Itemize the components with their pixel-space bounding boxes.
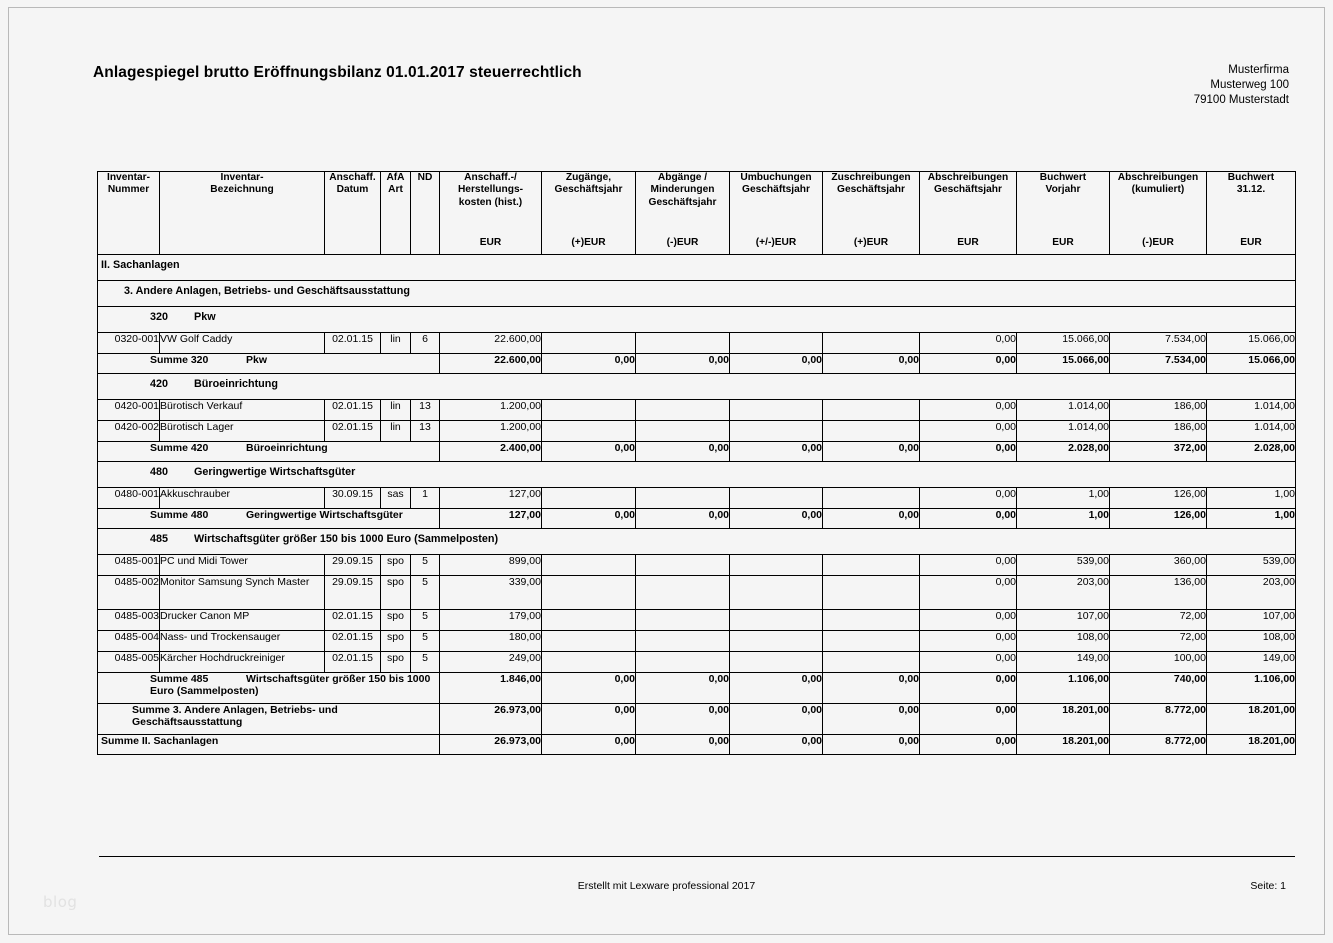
cell-writeups [823,631,920,652]
cell-transfers [730,400,823,421]
cell-depreciation: 0,00 [920,652,1017,673]
account-group-label [98,462,1296,488]
cell-afa-type: spo [381,631,411,652]
cell-sum-writeups: 0,00 [823,509,920,529]
cell-depreciation: 0,00 [920,421,1017,442]
cell-book-value-end: 149,00 [1207,652,1296,673]
sum-prefix: Summe 320 [150,354,209,366]
cell-book-value-prior: 203,00 [1017,576,1110,610]
table-row [98,652,1296,673]
cell-depreciation-cumulative: 72,00 [1110,631,1207,652]
asset-register-table [97,171,1296,755]
account-number: 485 [150,533,169,545]
table-sum-row [98,735,1296,755]
watermark: blog [43,893,78,911]
account-name: Büroeinrichtung [194,378,278,390]
cell-transfers [730,555,823,576]
cell-depreciation-cumulative: 186,00 [1110,421,1207,442]
cell-sum-acquisition-cost: 2.400,00 [440,442,542,462]
cell-sum-label [98,735,440,755]
cell-additions [542,488,636,509]
page-title: Anlagespiegel brutto Eröffnungsbilanz 01.01.2017 steuerrechtlich [93,64,582,81]
column-header-text: AfA Art [386,172,405,196]
cell-book-value-end: 108,00 [1207,631,1296,652]
cell-sum-transfers: 0,00 [730,354,823,374]
cell-sum-transfers: 0,00 [730,735,823,755]
column-header-11 [920,172,1017,255]
cell-sum-book-value-prior: 2.028,00 [1017,442,1110,462]
cell-sum-book-value-end: 1.106,00 [1207,673,1296,704]
cell-transfers [730,488,823,509]
sum-name: Büroeinrichtung [246,442,328,454]
section-header [98,255,1296,281]
cell-sum-label [98,704,440,735]
table-row [98,400,1296,421]
cell-sum-depreciation: 0,00 [920,354,1017,374]
account-group-header [98,462,1296,488]
cell-sum-depreciation: 0,00 [920,735,1017,755]
cell-depreciation: 0,00 [920,488,1017,509]
cell-sum-acquisition-cost: 1.846,00 [440,673,542,704]
cell-acquisition-cost: 180,00 [440,631,542,652]
cell-sum-additions: 0,00 [542,704,636,735]
sum-name: Wirtschaftsgüter größer 150 bis 1000 Euro (Sammelposten) [150,673,431,697]
cell-book-value-end: 1.014,00 [1207,421,1296,442]
cell-book-value-end: 539,00 [1207,555,1296,576]
cell-description: Bürotisch Lager [160,421,325,442]
cell-disposals [636,400,730,421]
cell-sum-transfers: 0,00 [730,704,823,735]
account-number: 480 [150,466,169,478]
cell-afa-type: sas [381,488,411,509]
cell-sum-depreciation: 0,00 [920,704,1017,735]
footer-divider [99,856,1295,857]
cell-useful-life: 13 [411,400,440,421]
cell-acquisition-cost: 22.600,00 [440,333,542,354]
cell-depreciation: 0,00 [920,333,1017,354]
cell-writeups [823,555,920,576]
cell-sum-writeups: 0,00 [823,735,920,755]
account-group-label [98,529,1296,555]
cell-inventory-number: 0485-005 [98,652,160,673]
cell-sum-book-value-prior: 18.201,00 [1017,735,1110,755]
cell-disposals [636,652,730,673]
column-header-12 [1017,172,1110,255]
cell-afa-type: spo [381,555,411,576]
cell-useful-life: 5 [411,576,440,610]
cell-inventory-number: 0420-001 [98,400,160,421]
cell-description: Drucker Canon MP [160,610,325,631]
table-sum-row [98,673,1296,704]
cell-sum-additions: 0,00 [542,354,636,374]
cell-description: Akkuschrauber [160,488,325,509]
column-header-text: Anschaff.-/ Herstellungs- kosten (hist.) [457,172,524,208]
cell-disposals [636,333,730,354]
cell-useful-life: 5 [411,555,440,576]
cell-sum-acquisition-cost: 26.973,00 [440,735,542,755]
cell-useful-life: 13 [411,421,440,442]
cell-sum-additions: 0,00 [542,673,636,704]
cell-acquisition-cost: 179,00 [440,610,542,631]
section-header-label: II. Sachanlagen [98,255,1296,281]
cell-depreciation-cumulative: 186,00 [1110,400,1207,421]
table-row [98,421,1296,442]
cell-disposals [636,555,730,576]
company-address-block [1194,63,1289,108]
cell-book-value-prior: 15.066,00 [1017,333,1110,354]
cell-inventory-number: 0485-003 [98,610,160,631]
cell-sum-disposals: 0,00 [636,735,730,755]
cell-sum-disposals: 0,00 [636,354,730,374]
table-row [98,631,1296,652]
column-header-unit: EUR [957,236,979,248]
account-name: Wirtschaftsgüter größer 150 bis 1000 Euro (Sammelposten) [194,533,499,545]
cell-sum-writeups: 0,00 [823,673,920,704]
cell-depreciation: 0,00 [920,400,1017,421]
sum-name: Geringwertige Wirtschaftsgüter [246,509,403,521]
cell-book-value-prior: 1.014,00 [1017,400,1110,421]
footer-created-with: Erstellt mit Lexware professional 2017 [577,880,756,892]
account-group-header [98,307,1296,333]
cell-depreciation: 0,00 [920,610,1017,631]
account-group-label [98,307,1296,333]
column-header-unit: (+)EUR [853,236,889,248]
table-row [98,555,1296,576]
cell-sum-writeups: 0,00 [823,442,920,462]
cell-afa-type: spo [381,652,411,673]
cell-disposals [636,576,730,610]
column-header-text: Abgänge / Minderungen Geschäftsjahr [648,172,717,208]
cell-sum-label [98,354,440,374]
column-header-text: Anschaff. Datum [329,172,376,196]
cell-sum-disposals: 0,00 [636,673,730,704]
cell-inventory-number: 0320-001 [98,333,160,354]
column-header-5 [411,172,440,255]
column-header-unit: EUR [1052,236,1074,248]
cell-useful-life: 5 [411,652,440,673]
cell-description: Bürotisch Verkauf [160,400,325,421]
column-header-14 [1207,172,1296,255]
cell-afa-type: lin [381,400,411,421]
cell-inventory-number: 0480-001 [98,488,160,509]
cell-transfers [730,576,823,610]
cell-depreciation-cumulative: 360,00 [1110,555,1207,576]
cell-additions [542,333,636,354]
company-city: 79100 Musterstadt [1193,94,1289,106]
subsection-header [98,281,1296,307]
cell-acquisition-cost: 339,00 [440,576,542,610]
column-header-text: Abschreibungen Geschäftsjahr [927,172,1009,196]
cell-sum-book-value-end: 18.201,00 [1207,704,1296,735]
column-header-3 [325,172,381,255]
cell-sum-book-value-end: 15.066,00 [1207,354,1296,374]
cell-sum-label [98,509,440,529]
cell-sum-writeups: 0,00 [823,354,920,374]
column-header-unit: (-)EUR [1142,236,1174,248]
column-header-unit: (-)EUR [666,236,699,248]
cell-acquisition-date: 02.01.15 [325,421,381,442]
column-header-text: Abschreibungen (kumuliert) [1117,172,1199,196]
table-header [98,172,1296,255]
company-street: Musterweg 100 [1210,79,1289,91]
sum-prefix: Summe 480 [150,509,209,521]
cell-sum-depreciation-cumulative: 740,00 [1110,673,1207,704]
table-sum-row [98,442,1296,462]
cell-additions [542,576,636,610]
cell-sum-depreciation-cumulative: 8.772,00 [1110,704,1207,735]
cell-useful-life: 5 [411,631,440,652]
cell-book-value-prior: 1,00 [1017,488,1110,509]
column-header-1 [98,172,160,255]
column-header-text: Umbuchungen Geschäftsjahr [740,172,812,196]
cell-disposals [636,610,730,631]
account-number: 320 [150,311,169,323]
cell-sum-book-value-prior: 18.201,00 [1017,704,1110,735]
cell-sum-disposals: 0,00 [636,509,730,529]
cell-transfers [730,652,823,673]
cell-description: VW Golf Caddy [160,333,325,354]
cell-sum-book-value-end: 18.201,00 [1207,735,1296,755]
cell-description: Nass- und Trockensauger [160,631,325,652]
column-header-unit: (+/-)EUR [755,236,797,248]
cell-depreciation-cumulative: 7.534,00 [1110,333,1207,354]
cell-sum-disposals: 0,00 [636,704,730,735]
cell-afa-type: lin [381,421,411,442]
cell-useful-life: 6 [411,333,440,354]
sum-name: Pkw [246,354,268,366]
cell-sum-label [98,673,440,704]
cell-sum-book-value-end: 1,00 [1207,509,1296,529]
cell-book-value-prior: 539,00 [1017,555,1110,576]
cell-book-value-end: 1.014,00 [1207,400,1296,421]
cell-transfers [730,631,823,652]
account-group-header [98,529,1296,555]
column-header-2 [160,172,325,255]
cell-acquisition-date: 29.09.15 [325,555,381,576]
cell-disposals [636,488,730,509]
cell-inventory-number: 0420-002 [98,421,160,442]
cell-sum-transfers: 0,00 [730,509,823,529]
cell-depreciation: 0,00 [920,631,1017,652]
cell-acquisition-cost: 1.200,00 [440,400,542,421]
cell-useful-life: 1 [411,488,440,509]
cell-sum-depreciation-cumulative: 126,00 [1110,509,1207,529]
cell-acquisition-date: 30.09.15 [325,488,381,509]
cell-book-value-end: 1,00 [1207,488,1296,509]
cell-acquisition-cost: 1.200,00 [440,421,542,442]
cell-additions [542,631,636,652]
cell-depreciation-cumulative: 126,00 [1110,488,1207,509]
table-sum-row [98,704,1296,735]
cell-useful-life: 5 [411,610,440,631]
company-name: Musterfirma [1228,64,1289,76]
cell-writeups [823,421,920,442]
cell-inventory-number: 0485-002 [98,576,160,610]
column-header-text: ND [417,172,433,183]
sum-prefix: Summe 420 [150,442,209,454]
cell-sum-depreciation: 0,00 [920,442,1017,462]
column-header-text: Zuschreibungen Geschäftsjahr [831,172,911,196]
cell-writeups [823,400,920,421]
cell-sum-acquisition-cost: 22.600,00 [440,354,542,374]
report-sheet [8,7,1325,935]
footer-page-number: Seite: 1 [1250,880,1286,892]
column-header-text: Zugänge, Geschäftsjahr [554,172,623,196]
table-row [98,610,1296,631]
cell-acquisition-date: 02.01.15 [325,400,381,421]
column-header-9 [730,172,823,255]
cell-additions [542,400,636,421]
cell-sum-depreciation: 0,00 [920,509,1017,529]
cell-description: PC und Midi Tower [160,555,325,576]
account-group-header [98,374,1296,400]
cell-sum-book-value-prior: 1.106,00 [1017,673,1110,704]
cell-depreciation: 0,00 [920,555,1017,576]
cell-inventory-number: 0485-001 [98,555,160,576]
column-header-unit: EUR [479,236,502,248]
cell-depreciation-cumulative: 72,00 [1110,610,1207,631]
cell-depreciation: 0,00 [920,576,1017,610]
cell-writeups [823,488,920,509]
table-row [98,488,1296,509]
cell-acquisition-date: 02.01.15 [325,610,381,631]
cell-book-value-prior: 1.014,00 [1017,421,1110,442]
cell-acquisition-date: 02.01.15 [325,333,381,354]
cell-sum-book-value-end: 2.028,00 [1207,442,1296,462]
subsection-sum-label: Summe 3. Andere Anlagen, Betriebs- und Geschäftsausstattung [132,704,338,728]
cell-book-value-prior: 149,00 [1017,652,1110,673]
cell-transfers [730,333,823,354]
cell-book-value-prior: 107,00 [1017,610,1110,631]
cell-description: Monitor Samsung Synch Master [160,576,325,610]
cell-sum-acquisition-cost: 127,00 [440,509,542,529]
cell-writeups [823,333,920,354]
cell-sum-depreciation: 0,00 [920,673,1017,704]
cell-sum-transfers: 0,00 [730,442,823,462]
account-name: Geringwertige Wirtschaftsgüter [194,466,356,478]
header-row [98,172,1296,255]
table-body [98,255,1296,755]
cell-depreciation-cumulative: 136,00 [1110,576,1207,610]
column-header-6 [440,172,542,255]
cell-book-value-end: 15.066,00 [1207,333,1296,354]
cell-sum-depreciation-cumulative: 8.772,00 [1110,735,1207,755]
cell-afa-type: spo [381,576,411,610]
table-sum-row [98,509,1296,529]
column-header-8 [636,172,730,255]
cell-sum-writeups: 0,00 [823,704,920,735]
cell-transfers [730,421,823,442]
cell-writeups [823,610,920,631]
cell-sum-additions: 0,00 [542,735,636,755]
cell-writeups [823,652,920,673]
asset-register-table-wrapper [97,171,1295,755]
cell-additions [542,652,636,673]
table-sum-row [98,354,1296,374]
cell-acquisition-date: 29.09.15 [325,576,381,610]
cell-afa-type: spo [381,610,411,631]
cell-depreciation-cumulative: 100,00 [1110,652,1207,673]
cell-afa-type: lin [381,333,411,354]
cell-sum-additions: 0,00 [542,442,636,462]
account-name: Pkw [194,311,216,323]
cell-sum-acquisition-cost: 26.973,00 [440,704,542,735]
column-header-text: Buchwert 31.12. [1227,172,1275,196]
cell-disposals [636,631,730,652]
cell-acquisition-date: 02.01.15 [325,652,381,673]
table-row [98,333,1296,354]
sum-prefix: Summe 485 [150,673,209,685]
cell-sum-book-value-prior: 15.066,00 [1017,354,1110,374]
cell-writeups [823,576,920,610]
column-header-text: Inventar- Bezeichnung [210,172,274,196]
cell-sum-disposals: 0,00 [636,442,730,462]
column-header-text: Inventar- Nummer [106,172,151,196]
subsection-header-label: 3. Andere Anlagen, Betriebs- und Geschäftsausstattung [98,281,1296,307]
cell-disposals [636,421,730,442]
cell-sum-book-value-prior: 1,00 [1017,509,1110,529]
cell-additions [542,610,636,631]
column-header-4 [381,172,411,255]
cell-inventory-number: 0485-004 [98,631,160,652]
cell-additions [542,555,636,576]
cell-acquisition-cost: 127,00 [440,488,542,509]
cell-sum-transfers: 0,00 [730,673,823,704]
table-row [98,576,1296,610]
cell-book-value-end: 203,00 [1207,576,1296,610]
cell-additions [542,421,636,442]
column-header-unit: (+)EUR [571,236,606,248]
cell-book-value-prior: 108,00 [1017,631,1110,652]
cell-book-value-end: 107,00 [1207,610,1296,631]
column-header-13 [1110,172,1207,255]
cell-sum-label [98,442,440,462]
account-group-label [98,374,1296,400]
section-sum-label: Summe II. Sachanlagen [101,735,219,747]
cell-sum-additions: 0,00 [542,509,636,529]
account-number: 420 [150,378,169,390]
column-header-text: Buchwert Vorjahr [1039,172,1087,196]
cell-sum-depreciation-cumulative: 372,00 [1110,442,1207,462]
cell-acquisition-cost: 249,00 [440,652,542,673]
cell-transfers [730,610,823,631]
cell-acquisition-cost: 899,00 [440,555,542,576]
cell-description: Kärcher Hochdruckreiniger [160,652,325,673]
column-header-10 [823,172,920,255]
cell-sum-depreciation-cumulative: 7.534,00 [1110,354,1207,374]
column-header-unit: EUR [1240,236,1262,248]
column-header-7 [542,172,636,255]
cell-acquisition-date: 02.01.15 [325,631,381,652]
